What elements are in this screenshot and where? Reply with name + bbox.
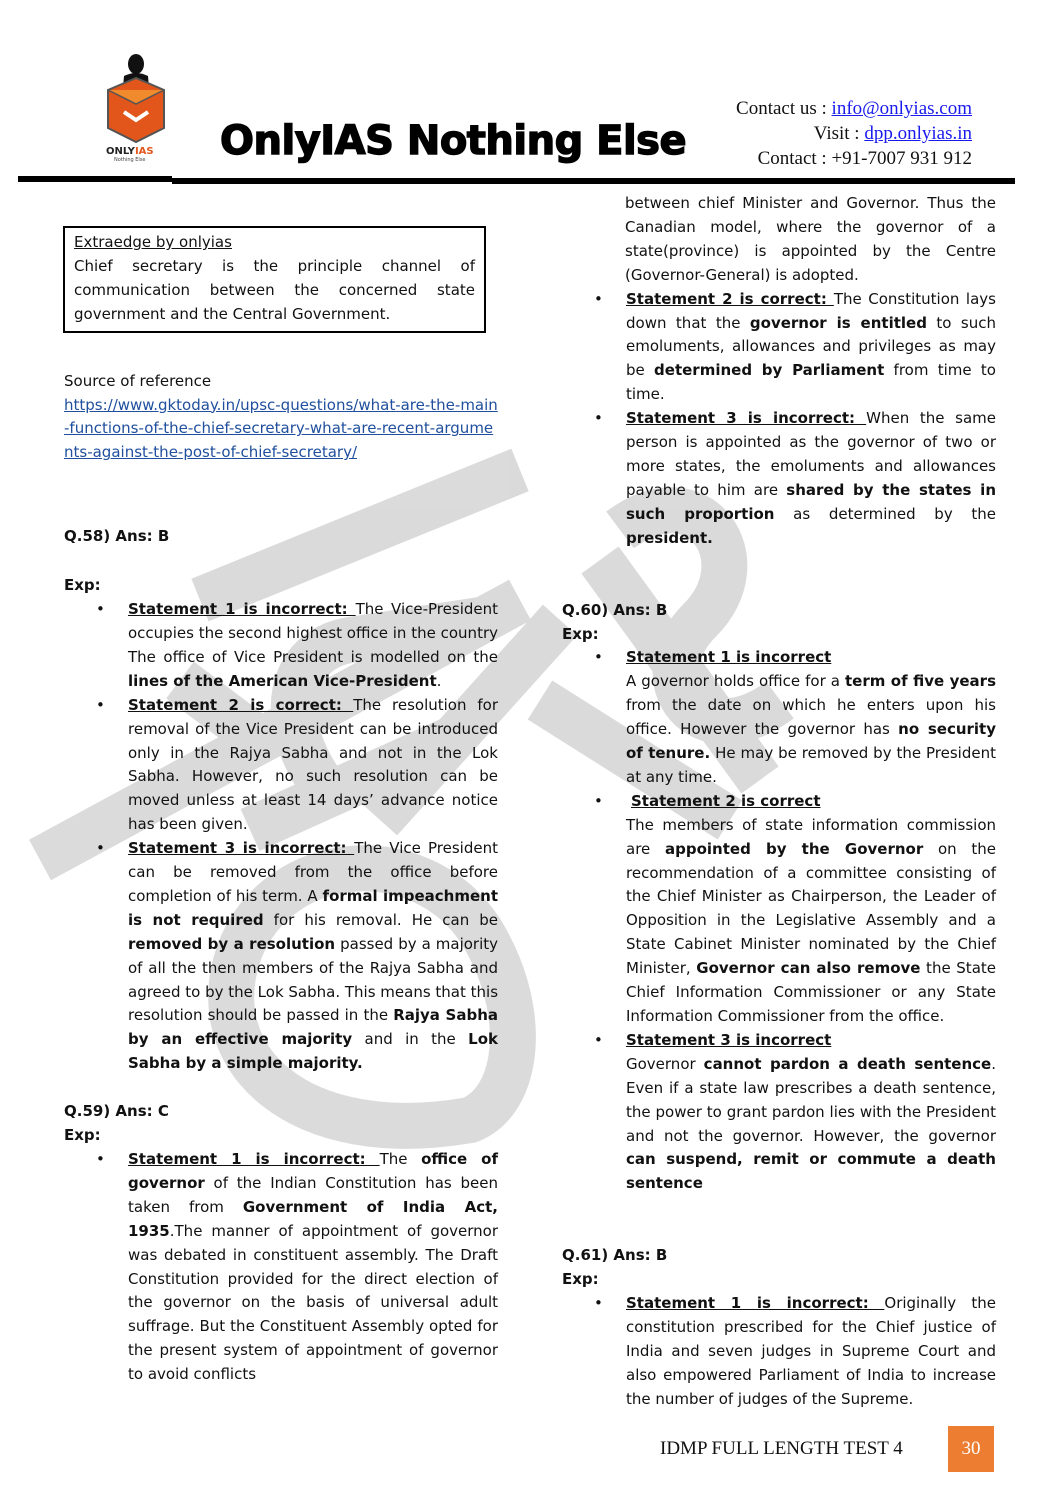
q58-exp-label: Exp:: [64, 576, 101, 595]
phone-line: Contact : +91-7007 931 912: [757, 148, 972, 169]
q59-statements: [64, 1148, 498, 1387]
q60-statements: [562, 646, 996, 1196]
q59-statement-2: • Statement 2 is correct: The Constitution lays down that the governor is entitled to such emoluments, allowances and privileges as may be determined by Parliament from time to time.: [562, 288, 996, 408]
page-number-badge: 30: [948, 1426, 994, 1472]
q59-statement-3: • Statement 3 is incorrect: When the same person is appointed as the governor of two or more states, the emoluments and allowances payable to him are shared by the states in such proportion as determined by the president.: [562, 407, 996, 550]
email-link[interactable]: info@onlyias.com: [831, 98, 972, 119]
q59-statement-1: • Statement 1 is incorrect: The office of governor of the Indian Constitution has been taken from Government of India Act, 1935.The manner of appointment of governor was debated in constituent assembly. The Draft Constitution provided for the direct election of the governor on the basis of universal adult suffrage. But the Constituent Assembly opted for the present system of appointment of governor to avoid conflicts: [64, 1148, 498, 1387]
q59-heading: Q.59) Ans: C: [64, 1102, 169, 1121]
header-rule: [172, 178, 1015, 184]
source-link[interactable]: https://www.gktoday.in/upsc-questions/what-are-the-main-functions-of-the-chief-secretary-what-are-recent-arguments-against-the-post-of-chief-secretary/: [64, 395, 498, 462]
q60-statement-1: • Statement 1 is incorrect A governor holds office for a term of five years from the date on which he enters upon his office. However the governor has no security of tenure. He may be removed by the President at any time.: [562, 646, 996, 789]
extraedge-body: Chief secretary is the principle channel of communication between the concerned state government and the Central Government.: [74, 256, 475, 323]
q58-statement-3: • Statement 3 is incorrect: The Vice President can be removed from the office before completion of his term. A formal impeachment is not required for his removal. He can be removed by a resolution passed by a majority of all the then members of the Rajya Sabha and agreed to by the Lok Sabha. This means that this resolution should be passed in the Rajya Sabha by an effective majority and in the Lok Sabha by a simple majority.: [64, 837, 498, 1076]
q60-statement-2: • Statement 2 is correct The members of state information commission are appointed by the Governor on the recommendation of a committee consisting of the Chief Minister as Chairperson, the Leader of Opposition in the Legislative Assembly and a State Cabinet Minister nominated by the Chief Minister, Governor can also remove the State Chief Information Commissioner or any State Information Commissioner from the office.: [562, 790, 996, 1029]
q60-exp-label: Exp:: [562, 624, 599, 643]
q58-heading: Q.58) Ans: B: [64, 527, 170, 546]
right-column: [562, 192, 996, 1412]
website-link[interactable]: dpp.onlyias.in: [864, 123, 972, 144]
extraedge-title: Extraedge by onlyias: [74, 233, 232, 251]
onlyias-logo: [100, 50, 172, 162]
extraedge-box: [63, 226, 486, 333]
contact-block: [736, 96, 972, 171]
source-label: Source of reference: [64, 371, 212, 390]
q61-heading: Q.61) Ans: B: [562, 1246, 668, 1265]
source-section: [64, 370, 498, 466]
q59-statements-cont: [562, 288, 996, 551]
q59-exp-label: Exp:: [64, 1126, 101, 1145]
q61-statement-1: • Statement 1 is incorrect: Originally the constitution prescribed for the Chief justice of India and seven judges in Supreme Court and also empowered Parliament of India to increase the number of judges of the Supreme.: [562, 1292, 996, 1412]
logo-text: ONLYIAS: [106, 146, 154, 157]
contact-email-line: Contact us : info@onlyias.com: [736, 98, 972, 119]
q61-exp-label: Exp:: [562, 1270, 599, 1289]
q60-heading: Q.60) Ans: B: [562, 600, 668, 619]
left-column: [64, 226, 498, 1387]
q59-continuation: between chief Minister and Governor. Thus the Canadian model, where the governor of a state(province) is appointed by the Centre (Governor-General) is adopted.: [625, 194, 996, 284]
svg-text:Nothing Else: Nothing Else: [114, 157, 146, 162]
header-rule-left: [18, 176, 172, 182]
brand-title: OnlyIAS Nothing Else: [220, 118, 687, 164]
q58-statements: [64, 598, 498, 1076]
visit-line: Visit : dpp.onlyias.in: [813, 123, 972, 144]
q60-statement-3: • Statement 3 is incorrect Governor cannot pardon a death sentence. Even if a state law prescribes a death sentence, the power to grant pardon lies with the President and not the governor. However, the governor can suspend, remit or commute a death sentence: [562, 1029, 996, 1196]
footer-test-name: IDMP FULL LENGTH TEST 4: [660, 1438, 903, 1459]
q58-statement-1: • Statement 1 is incorrect: The Vice-President occupies the second highest office in the country The office of Vice President is modelled on the lines of the American Vice-President.: [64, 598, 498, 694]
q61-statements: [562, 1292, 996, 1412]
q58-statement-2: • Statement 2 is correct: The resolution for removal of the Vice President can be introduced only in the Rajya Sabha and not in the Lok Sabha. However, no such resolution can be moved unless at least 14 days’ advance notice has been given.: [64, 694, 498, 837]
